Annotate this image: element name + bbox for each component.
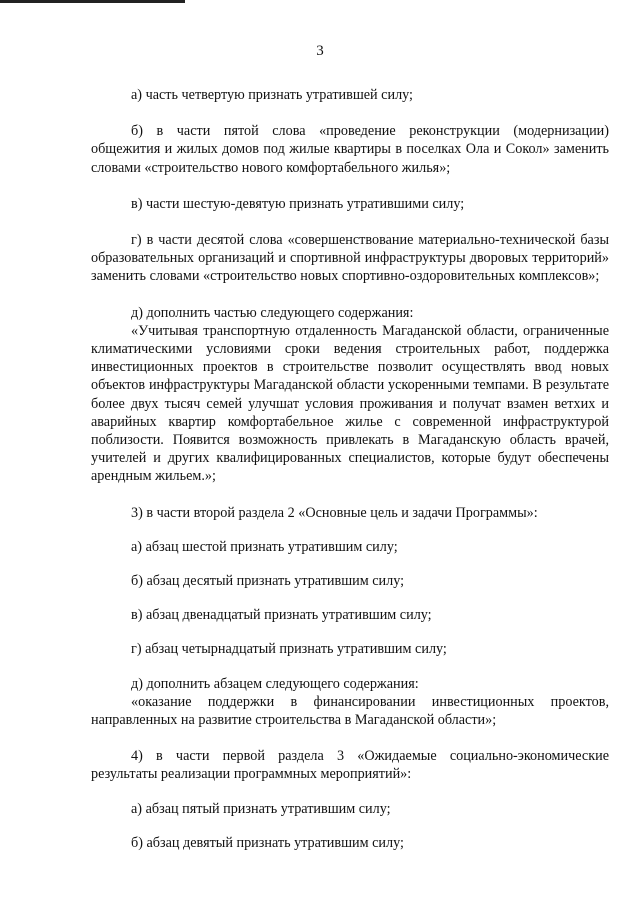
page-number: 3 (316, 43, 324, 59)
paragraph-part10: г) в части десятой слова «совершенствование материально-технической базы образовательных организаций и спортивной инфраструктуры дворовых территорий» заменить словами «строительство новых спортивно-оздоровительных комплексов»; (91, 232, 609, 285)
paragraph-section2: 3) в части второй раздела 2 «Основные цель и задачи Программы»: (131, 504, 538, 521)
paragraph-part5: б) в части пятой слова «проведение реконструкции (модернизации) общежития и жилых домов под жилые квартиры в поселках Ола и Сокол» заменить словами «строительство нового комфортабельного жилья»; (91, 123, 609, 176)
paragraph-sec2-c: в) абзац двенадцатый признать утратившим силу; (131, 607, 432, 624)
document-body (91, 86, 609, 852)
paragraph-parts6-9: в) части шестую-девятую признать утратившими силу; (131, 195, 465, 212)
paragraph-quote-financing: «оказание поддержки в финансировании инвестиционных проектов, направленных на развитие строительства в Магаданской области»; (91, 693, 609, 729)
paragraph-section3: 4) в части первой раздела 3 «Ожидаемые социально-экономические результаты реализации программных мероприятий»: (91, 748, 609, 783)
paragraph-sec2-b: б) абзац десятый признать утратившим силу; (131, 573, 405, 590)
paragraph-add-part: д) дополнить частью следующего содержания: (131, 304, 414, 321)
paragraph-sec3-a: а) абзац пятый признать утратившим силу; (131, 800, 391, 817)
paragraph-part4: а) часть четвертую признать утратившей силу; (131, 87, 414, 103)
paragraph-sec2-d: г) абзац четырнадцатый признать утратившим силу; (131, 641, 447, 658)
paragraph-quote-magadan: «Учитывая транспортную отдаленность Магаданской области, ограниченные климатическими условиями сроки ведения строительных работ, поддержка инвестиционных проектов в строительстве позволит осуществлять ввод новых объектов инфраструктуры Магаданской области ускоренными темпами. В результате более двух тысяч семей улучшат условия проживания и получат взамен ветхих и аварийных квартир комфортабельное жилье с современной инфраструктурой поблизости. Появится возможность привлекать в Магаданскую область врачей, учителей и других квалифицированных специалистов, которые будут обеспечены арендным жильем.»; (91, 322, 609, 485)
paragraph-sec2-add: д) дополнить абзацем следующего содержания: (131, 675, 419, 692)
paragraph-sec3-b: б) абзац девятый признать утратившим силу; (131, 834, 404, 851)
paragraph-sec2-a: а) абзац шестой признать утратившим силу; (131, 538, 398, 555)
top-rule (0, 0, 185, 3)
